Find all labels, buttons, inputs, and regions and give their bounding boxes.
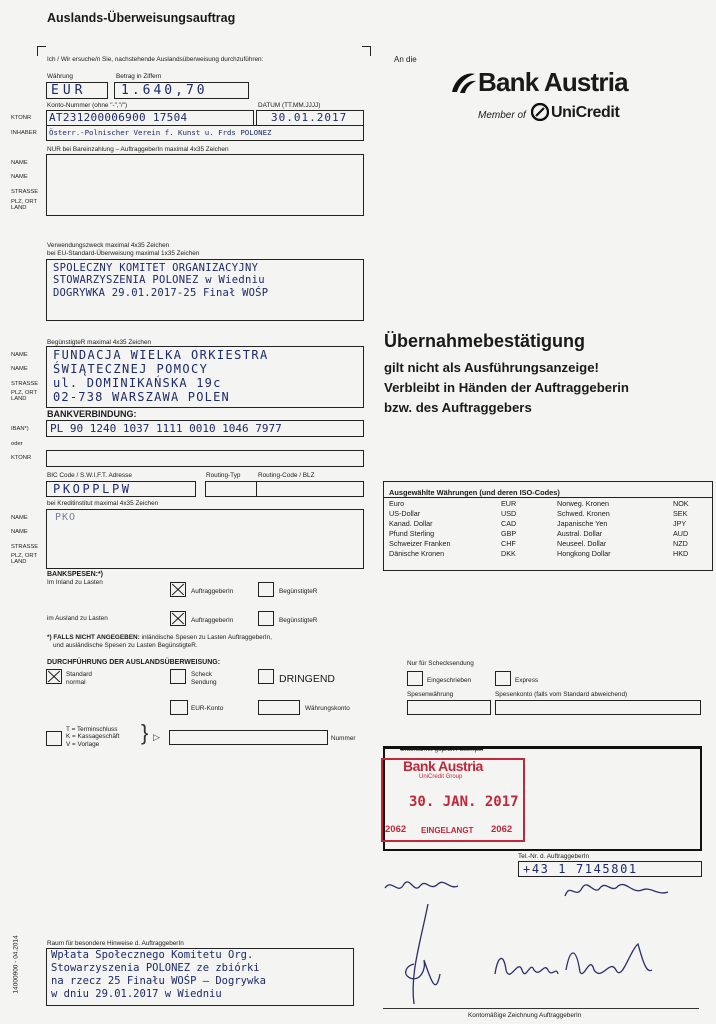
kreditinstitut-field[interactable]: PKO: [46, 509, 364, 569]
an-die-label: An die: [394, 55, 417, 64]
stamp-area-label: Unterschrift geprüft / Stempel: [400, 746, 484, 753]
scheck-label: Scheck: [191, 671, 212, 678]
bar-auftraggeber-field[interactable]: [46, 154, 364, 216]
inhaber-label: INHABER: [11, 130, 37, 136]
bank-austria-logo-icon: [448, 70, 478, 96]
ktonr-label: KTONR: [11, 115, 32, 121]
beg-name2-label: NAME: [11, 366, 28, 372]
kredit-plz-label: PLZ, ORT LAND: [11, 553, 37, 565]
spesen-ausland-label: im Ausland zu Lasten: [47, 615, 108, 622]
express-checkbox[interactable]: [495, 671, 511, 686]
routing-code-field[interactable]: [256, 481, 364, 497]
verwendung-label: Verwendungszweck maximal 4x35 Zeichen: [47, 242, 170, 249]
tkv-checkbox[interactable]: [46, 731, 62, 746]
konto-label: Konto-Nummer (ohne "-","/"): [47, 102, 128, 109]
ktonr2-label: KTONR: [11, 455, 32, 461]
currency-box: [383, 481, 713, 571]
standard-label: Standard: [66, 671, 92, 678]
bic-field[interactable]: PKOPPLPW: [46, 481, 196, 497]
datum-field[interactable]: 30.01.2017: [256, 110, 364, 126]
remarks-field[interactable]: Wpłata Społecznego Komitetu Org. Stowarzyszenia POLONEZ ze zbiórki na rzecz 25 Finału WOŚP – Dogrywka w dniu 29.01.2017 w Wiedniu: [46, 948, 354, 1006]
kredit-name-label: NAME: [11, 515, 28, 521]
beg-plz-label: PLZ, ORT LAND: [11, 390, 37, 402]
ktonr-field[interactable]: AT231200006900 17504: [46, 110, 254, 126]
bestaetigung-title: Übernahmebestätigung: [384, 331, 586, 351]
verwendung-eu-label: bei EU-Standard-Überweisung maximal 1x35 Zeichen: [47, 250, 200, 257]
bar-plz-label: PLZ, ORT LAND: [11, 199, 37, 211]
betrag-label: Betrag in Ziffern: [116, 73, 162, 80]
beg-field[interactable]: FUNDACJA WIELKA ORKIESTRA ŚWIĄTECZNEJ POMOCY ul. DOMINIKAŃSKA 19c 02-738 WARSZAWA POLEN: [46, 346, 364, 408]
signature-scribbles: [380, 874, 680, 1014]
nur-bar-label: NUR bei Bareinzahlung – AuftraggeberIn maximal 4x35 Zeichen: [47, 146, 229, 153]
kreditinstitut-label: bei Kreditinstitut maximal 4x35 Zeichen: [47, 500, 159, 507]
spesenwaehrung-field[interactable]: [407, 700, 491, 715]
currency-row: Pfund Sterling GBP Austral. Dollar AUD: [389, 529, 689, 538]
currency-row: Dänische Kronen DKK Hongkong Dollar HKD: [389, 549, 689, 558]
beg-strasse-label: STRASSE: [11, 381, 39, 387]
durchfuehrung-title: DURCHFÜHRUNG DER AUSLANDSÜBERWEISUNG:: [47, 659, 221, 666]
spesenkonto-label: Spesenkonto (falls vom Standard abweichend): [495, 691, 628, 698]
v-line: V = Vorlage: [66, 741, 100, 748]
spesenkonto-field[interactable]: [495, 700, 701, 715]
bar-strasse-label: STRASSE: [11, 189, 39, 195]
dringend-label: DRINGEND: [279, 673, 336, 685]
spesen-inland-label: Im Inland zu Lasten: [47, 579, 103, 586]
ausland-beguenstigter-checkbox[interactable]: [258, 611, 274, 626]
brace-icon: }: [141, 720, 149, 745]
eur-konto-label: EUR-Konto: [191, 705, 224, 712]
oder-label: oder: [11, 441, 23, 447]
waehrung-label: Währung: [47, 73, 73, 80]
datum-label: DATUM (TT.MM.JJJJ): [258, 102, 321, 109]
standard-checkbox[interactable]: [46, 669, 62, 684]
normal-label: normal: [66, 679, 86, 686]
form-code: 14000900 - 04.2014: [12, 935, 20, 994]
routing-typ-field[interactable]: [205, 481, 257, 497]
intro-text: Ich / Wir ersuche/n Sie, nachstehende Auslandsüberweisung durchzuführen:: [47, 56, 264, 63]
k-line: K = Kassageschäft: [66, 733, 120, 740]
currency-table: [387, 499, 691, 559]
beg-name-label: NAME: [11, 352, 28, 358]
inland-beguenstigter-checkbox[interactable]: [258, 582, 274, 597]
bic-label: BIC Code / S.W.I.F.T. Adresse: [47, 472, 132, 479]
corner-mark-tr: [362, 46, 371, 56]
iban-label: IBAN*): [11, 426, 29, 432]
bank-stamp: Bank Austria UniCredit Group 30. JAN. 2017 2062 EINGELANGT 2062: [381, 758, 525, 842]
signature-label: Kontomäßige Zeichnung AuftraggeberIn: [468, 1012, 582, 1019]
waehrungskonto-field[interactable]: [258, 700, 300, 715]
bar-name2-label: NAME: [11, 174, 28, 180]
bar-name-label: NAME: [11, 160, 28, 166]
waehrungskonto-label: Währungskonto: [305, 705, 350, 712]
routing-typ-label: Routing-Typ: [206, 472, 241, 479]
sendung-label: Sendung: [191, 679, 217, 686]
nummer-label: Nummer: [331, 735, 356, 742]
bestaetigung-line2: Verbleibt in Händen der Auftraggeberin: [384, 380, 629, 395]
bestaetigung-line1: gilt nicht als Ausführungsanzeige!: [384, 360, 599, 375]
inland-auftraggeber-checkbox[interactable]: [170, 582, 186, 597]
ausland-beguenstigter-label: BegünstigteR: [279, 617, 318, 624]
waehrung-field[interactable]: EUR: [46, 82, 108, 99]
beg-label: BegünstigteR maximal 4x35 Zeichen: [47, 339, 152, 346]
bank-austria-brand: Bank Austria: [478, 67, 628, 97]
form-title: Auslands-Überweisungsauftrag: [47, 11, 236, 25]
spesen-title: BANKSPESEN:*): [47, 571, 104, 578]
routing-code-label: Routing-Code / BLZ: [258, 472, 315, 479]
verwendung-field[interactable]: SPOLECZNY KOMITET ORGANIZACYJNY STOWARZYSZENIA POLONEZ w Wiedniu DOGRYWKA 29.01.2017-25 Finał WOŚP: [46, 259, 364, 321]
tel-label: Tel.-Nr. d. AuftraggeberIn: [518, 853, 590, 860]
tel-field[interactable]: +43 1 7145801: [518, 861, 702, 877]
nummer-field[interactable]: [169, 730, 328, 745]
signature-line: [383, 1008, 699, 1009]
currency-row: Euro EUR Norweg. Kronen NOK: [389, 499, 689, 508]
iban-field[interactable]: PL 90 1240 1037 1111 0010 1046 7977: [46, 420, 364, 437]
currency-row: Kanad. Dollar CAD Japanische Yen JPY: [389, 519, 687, 528]
dringend-checkbox[interactable]: [258, 669, 274, 684]
falls-nicht-note-2: und ausländische Spesen zu Lasten BegünstigteR.: [53, 642, 198, 649]
currency-title: Ausgewählte Währungen (und deren ISO-Codes): [389, 488, 560, 497]
unicredit-brand: UniCredit: [551, 104, 620, 121]
remarks-label: Raum für besondere Hinweise d. AuftraggeberIn: [47, 940, 184, 947]
spesenwaehrung-label: Spesenwährung: [407, 691, 454, 698]
scheck-checkbox[interactable]: [170, 669, 186, 684]
ausland-auftraggeber-checkbox[interactable]: [170, 611, 186, 626]
eingeschrieben-checkbox[interactable]: [407, 671, 423, 686]
falls-nicht-note: *) FALLS NICHT ANGEGEBEN: inländische Spesen zu Lasten AuftraggeberIn,: [47, 634, 272, 641]
bankverbindung-label: BANKVERBINDUNG:: [47, 409, 137, 419]
ktonr2-field[interactable]: [46, 450, 364, 467]
inhaber-field[interactable]: Österr.-Polnischer Verein f. Kunst u. Frds POLONEZ: [46, 125, 364, 141]
bestaetigung-line3: bzw. des Auftraggebers: [384, 400, 532, 415]
t-line: T = Terminschluss: [66, 726, 118, 733]
triangle-right-icon: ▷: [153, 732, 160, 742]
inland-auftraggeber-label: AuftraggeberIn: [191, 588, 234, 595]
currency-row: Schweizer Franken CHF Neuseel. Dollar NZD: [389, 539, 688, 548]
express-label: Express: [515, 677, 539, 684]
eingeschrieben-label: Eingeschrieben: [427, 677, 472, 684]
kredit-strasse-label: STRASSE: [11, 544, 39, 550]
unicredit-logo-icon: [531, 103, 549, 121]
eur-konto-checkbox[interactable]: [170, 700, 188, 715]
betrag-field[interactable]: 1.640,70: [114, 82, 249, 99]
ausland-auftraggeber-label: AuftraggeberIn: [191, 617, 234, 624]
member-of-label: Member of: [478, 110, 526, 121]
currency-row: US-Dollar USD Schwed. Kronen SEK: [389, 509, 688, 518]
inland-beguenstigter-label: BegünstigteR: [279, 588, 318, 595]
kredit-name2-label: NAME: [11, 529, 28, 535]
corner-mark-tl: [37, 46, 46, 56]
nur-scheck-label: Nur für Schecksendung: [407, 660, 474, 667]
